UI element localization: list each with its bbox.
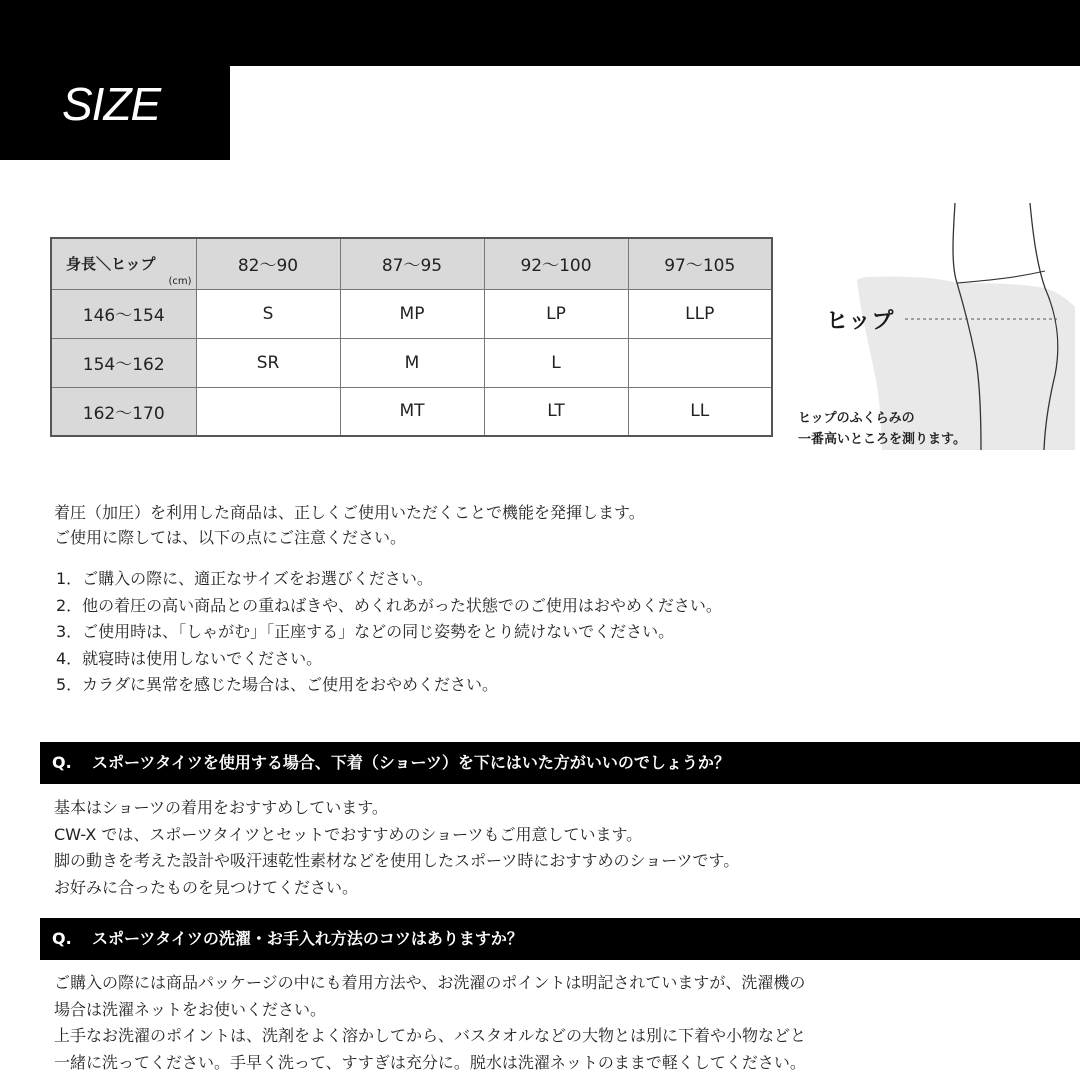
hip-range-header: 82〜90 [196, 238, 340, 289]
hip-range-header: 87〜95 [340, 238, 484, 289]
top-banner [0, 0, 1080, 66]
size-cell [628, 338, 772, 387]
faq-question-1 [40, 742, 1080, 784]
hip-label: ヒップ [826, 309, 895, 334]
height-range-cell: 154〜162 [51, 338, 196, 387]
height-range-cell: 162〜170 [51, 387, 196, 436]
answer-line: 上手なお洗濯のポイントは、洗剤をよく溶かしてから、バスタオルなどの大物とは別に下着や小物などと [54, 1026, 807, 1045]
corner-label: 身長＼ヒップ [66, 255, 156, 274]
answer-line: 脚の動きを考えた設計や吸汗速乾性素材などを使用したスポーツ時におすすめのショーツです。 [54, 851, 740, 870]
table-row [51, 338, 772, 387]
table-row [51, 289, 772, 338]
answer-line: CW-X では、スポーツタイツとセットでおすすめのショーツもご用意しています。 [54, 824, 643, 844]
q-mark: Q. [52, 753, 72, 772]
waistband-line [957, 271, 1045, 283]
answer-line: 場合は洗濯ネットをお使いください。 [54, 999, 327, 1019]
size-cell: M [340, 338, 484, 387]
answer-line: お好みに合ったものを見つけてください。 [54, 877, 359, 897]
question-text: スポーツタイツを使用する場合、下着（ショーツ）を下にはいた方がいいのでしょうか？ [92, 753, 730, 772]
answer-line: ご購入の際には商品パッケージの中にも着用方法や、お洗濯のポイントは明記されていますが、洗濯機の [54, 973, 806, 992]
notice-line: 着圧（加圧）を利用した商品は、正しくご使用いただくことで機能を発揮します。 [54, 503, 645, 522]
size-cell: LL [628, 387, 772, 436]
size-chart-table [50, 237, 773, 437]
caution-list [56, 566, 722, 699]
size-cell: SR [196, 338, 340, 387]
size-cell: LP [484, 289, 628, 338]
size-cell: LLP [628, 289, 772, 338]
notice-line: ご使用に際しては、以下の点にご注意ください。 [54, 528, 407, 547]
table-row [51, 387, 772, 436]
size-cell: S [196, 289, 340, 338]
page-title: SIZE [62, 78, 161, 130]
faq-question-2 [40, 918, 1080, 960]
table-corner-cell [51, 238, 196, 289]
height-range-cell: 146〜154 [51, 289, 196, 338]
faq-answer-2 [54, 970, 806, 1076]
caution-item: 1．ご購入の際に、適正なサイズをお選びください。 [56, 569, 433, 588]
hip-range-header: 97〜105 [628, 238, 772, 289]
size-cell: MT [340, 387, 484, 436]
answer-line: 基本はショーツの着用をおすすめしています。 [54, 798, 388, 817]
hip-range-header: 92〜100 [484, 238, 628, 289]
answer-line: 一緒に洗ってください。手早く洗って、すすぎは充分に。脱水は洗濯ネットのままで軽くしてください。 [54, 1052, 806, 1072]
size-cell: LT [484, 387, 628, 436]
question-text: スポーツタイツの洗濯・お手入れ方法のコツはありますか？ [92, 929, 523, 948]
usage-notice [54, 500, 645, 550]
table-header-row [51, 238, 772, 289]
size-cell [196, 387, 340, 436]
caution-item: 2．他の着圧の高い商品との重ねばきや、めくれあがった状態でのご使用はおやめください。 [56, 595, 722, 615]
caution-item: 4．就寝時は使用しないでください。 [56, 648, 323, 668]
hip-measure-note: ヒップのふくらみの 一番高いところを測ります。 [798, 411, 966, 447]
size-cell: L [484, 338, 628, 387]
caution-item: 5．カラダに異常を感じた場合は、ご使用をおやめください。 [56, 675, 499, 694]
faq-answer-1 [54, 795, 739, 901]
corner-unit: (cm) [168, 275, 192, 287]
caution-item: 3．ご使用時は、「しゃがむ」「正座する」などの同じ姿勢をとり続けないでください。 [56, 622, 675, 641]
size-cell: MP [340, 289, 484, 338]
q-mark: Q. [52, 929, 72, 948]
